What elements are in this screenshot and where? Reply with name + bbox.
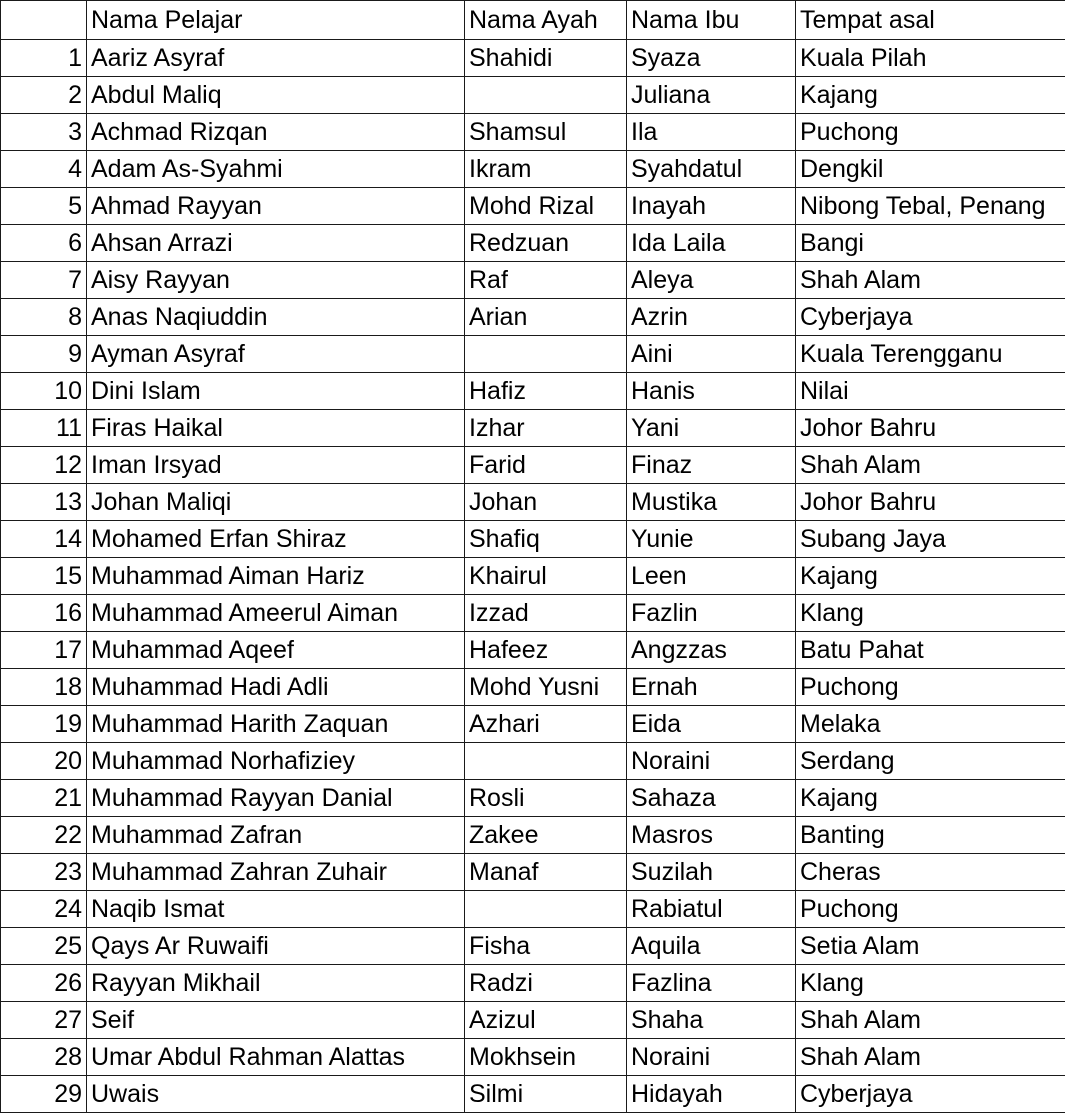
table-row (1, 1039, 1065, 1076)
row-number-cell[interactable]: 29 (1, 1076, 87, 1113)
hometown-cell[interactable]: Klang (796, 965, 1065, 1002)
row-number-cell[interactable]: 19 (1, 706, 87, 743)
row-number-cell[interactable]: 18 (1, 669, 87, 706)
father-name-cell[interactable]: Johan (465, 484, 627, 521)
student-name-cell[interactable]: Uwais (87, 1076, 465, 1113)
table-row (1, 817, 1065, 854)
mother-name-cell[interactable]: Ila (627, 114, 796, 151)
row-number-cell[interactable]: 13 (1, 484, 87, 521)
row-number-cell[interactable]: 5 (1, 188, 87, 225)
row-number-cell[interactable]: 21 (1, 780, 87, 817)
row-number-cell[interactable]: 20 (1, 743, 87, 780)
father-name-cell[interactable]: Ikram (465, 151, 627, 188)
header-cell-nama-ibu[interactable]: Nama Ibu (627, 1, 796, 40)
student-name-cell[interactable]: Muhammad Harith Zaquan (87, 706, 465, 743)
father-name-cell[interactable]: Khairul (465, 558, 627, 595)
student-name-cell[interactable]: Muhammad Ameerul Aiman (87, 595, 465, 632)
table-row (1, 484, 1065, 521)
student-name-cell[interactable]: Achmad Rizqan (87, 114, 465, 151)
student-name-cell[interactable]: Aariz Asyraf (87, 40, 465, 77)
row-number-cell[interactable]: 14 (1, 521, 87, 558)
student-name-cell[interactable]: Muhammad Aiman Hariz (87, 558, 465, 595)
mother-name-cell[interactable]: Leen (627, 558, 796, 595)
student-name-cell[interactable]: Muhammad Norhafiziey (87, 743, 465, 780)
mother-name-cell[interactable]: Noraini (627, 1039, 796, 1076)
hometown-cell[interactable]: Johor Bahru (796, 484, 1065, 521)
hometown-cell[interactable]: Cyberjaya (796, 1076, 1065, 1113)
row-number-cell[interactable]: 28 (1, 1039, 87, 1076)
row-number-cell[interactable]: 23 (1, 854, 87, 891)
student-name-cell[interactable]: Mohamed Erfan Shiraz (87, 521, 465, 558)
table-body (1, 1, 1065, 1113)
father-name-cell[interactable]: Silmi (465, 1076, 627, 1113)
row-number-cell[interactable]: 10 (1, 373, 87, 410)
hometown-cell[interactable]: Serdang (796, 743, 1065, 780)
mother-name-cell[interactable]: Mustika (627, 484, 796, 521)
mother-name-cell[interactable]: Juliana (627, 77, 796, 114)
student-name-cell[interactable]: Dini Islam (87, 373, 465, 410)
row-number-cell[interactable]: 4 (1, 151, 87, 188)
student-name-cell[interactable]: Anas Naqiuddin (87, 299, 465, 336)
father-name-cell[interactable]: Fisha (465, 928, 627, 965)
student-name-cell[interactable]: Seif (87, 1002, 465, 1039)
student-name-cell[interactable]: Ayman Asyraf (87, 336, 465, 373)
mother-name-cell[interactable]: Noraini (627, 743, 796, 780)
hometown-cell[interactable]: Kajang (796, 77, 1065, 114)
father-name-cell[interactable]: Raf (465, 262, 627, 299)
mother-name-cell[interactable]: Angzzas (627, 632, 796, 669)
header-cell-nama-pelajar[interactable]: Nama Pelajar (87, 1, 465, 40)
mother-name-cell[interactable]: Hidayah (627, 1076, 796, 1113)
table-row (1, 965, 1065, 1002)
father-name-cell[interactable] (465, 743, 627, 780)
mother-name-cell[interactable]: Aquila (627, 928, 796, 965)
row-number-cell[interactable]: 9 (1, 336, 87, 373)
hometown-cell[interactable]: Puchong (796, 669, 1065, 706)
mother-name-cell[interactable]: Syaza (627, 40, 796, 77)
table-row (1, 632, 1065, 669)
father-name-cell[interactable]: Shahidi (465, 40, 627, 77)
mother-name-cell[interactable]: Fazlina (627, 965, 796, 1002)
hometown-cell[interactable]: Shah Alam (796, 447, 1065, 484)
mother-name-cell[interactable]: Inayah (627, 188, 796, 225)
header-cell-nama-ayah[interactable]: Nama Ayah (465, 1, 627, 40)
row-number-cell[interactable]: 27 (1, 1002, 87, 1039)
mother-name-cell[interactable]: Suzilah (627, 854, 796, 891)
father-name-cell[interactable]: Redzuan (465, 225, 627, 262)
student-name-cell[interactable]: Firas Haikal (87, 410, 465, 447)
mother-name-cell[interactable]: Hanis (627, 373, 796, 410)
table-row (1, 1002, 1065, 1039)
hometown-cell[interactable]: Puchong (796, 114, 1065, 151)
mother-name-cell[interactable]: Aleya (627, 262, 796, 299)
row-number-cell[interactable]: 15 (1, 558, 87, 595)
table-row (1, 299, 1065, 336)
student-name-cell[interactable]: Rayyan Mikhail (87, 965, 465, 1002)
hometown-cell[interactable]: Banting (796, 817, 1065, 854)
row-number-cell[interactable]: 2 (1, 77, 87, 114)
father-name-cell[interactable]: Arian (465, 299, 627, 336)
hometown-cell[interactable]: Shah Alam (796, 1002, 1065, 1039)
student-name-cell[interactable]: Muhammad Rayyan Danial (87, 780, 465, 817)
header-cell-index[interactable] (1, 1, 87, 40)
table-row (1, 891, 1065, 928)
row-number-cell[interactable]: 16 (1, 595, 87, 632)
hometown-cell[interactable]: Kuala Terengganu (796, 336, 1065, 373)
student-name-cell[interactable]: Aisy Rayyan (87, 262, 465, 299)
row-number-cell[interactable]: 8 (1, 299, 87, 336)
father-name-cell[interactable]: Radzi (465, 965, 627, 1002)
mother-name-cell[interactable]: Eida (627, 706, 796, 743)
row-number-cell[interactable]: 6 (1, 225, 87, 262)
row-number-cell[interactable]: 24 (1, 891, 87, 928)
hometown-cell[interactable]: Bangi (796, 225, 1065, 262)
student-name-cell[interactable]: Johan Maliqi (87, 484, 465, 521)
table-row (1, 336, 1065, 373)
hometown-cell[interactable]: Cyberjaya (796, 299, 1065, 336)
student-name-cell[interactable]: Naqib Ismat (87, 891, 465, 928)
row-number-cell[interactable]: 26 (1, 965, 87, 1002)
table-row (1, 410, 1065, 447)
row-number-cell[interactable]: 11 (1, 410, 87, 447)
student-name-cell[interactable]: Umar Abdul Rahman Alattas (87, 1039, 465, 1076)
hometown-cell[interactable]: Nibong Tebal, Penang (796, 188, 1065, 225)
hometown-cell[interactable]: Melaka (796, 706, 1065, 743)
father-name-cell[interactable] (465, 336, 627, 373)
father-name-cell[interactable] (465, 77, 627, 114)
table-row (1, 706, 1065, 743)
student-name-cell[interactable]: Ahmad Rayyan (87, 188, 465, 225)
mother-name-cell[interactable]: Sahaza (627, 780, 796, 817)
father-name-cell[interactable]: Manaf (465, 854, 627, 891)
table-row (1, 521, 1065, 558)
father-name-cell[interactable]: Mokhsein (465, 1039, 627, 1076)
father-name-cell[interactable]: Azhari (465, 706, 627, 743)
father-name-cell[interactable]: Azizul (465, 1002, 627, 1039)
header-row (1, 1, 1065, 40)
row-number-cell[interactable]: 17 (1, 632, 87, 669)
student-name-cell[interactable]: Iman Irsyad (87, 447, 465, 484)
father-name-cell[interactable]: Zakee (465, 817, 627, 854)
mother-name-cell[interactable]: Ida Laila (627, 225, 796, 262)
header-cell-tempat-asal[interactable]: Tempat asal (796, 1, 1065, 40)
hometown-cell[interactable]: Kajang (796, 558, 1065, 595)
table-row (1, 151, 1065, 188)
mother-name-cell[interactable]: Finaz (627, 447, 796, 484)
table-row (1, 595, 1065, 632)
father-name-cell[interactable]: Shafiq (465, 521, 627, 558)
hometown-cell[interactable]: Puchong (796, 891, 1065, 928)
table-row (1, 40, 1065, 77)
mother-name-cell[interactable]: Aini (627, 336, 796, 373)
row-number-cell[interactable]: 22 (1, 817, 87, 854)
row-number-cell[interactable]: 7 (1, 262, 87, 299)
mother-name-cell[interactable]: Ernah (627, 669, 796, 706)
row-number-cell[interactable]: 12 (1, 447, 87, 484)
father-name-cell[interactable]: Rosli (465, 780, 627, 817)
table-row (1, 447, 1065, 484)
mother-name-cell[interactable]: Syahdatul (627, 151, 796, 188)
hometown-cell[interactable]: Johor Bahru (796, 410, 1065, 447)
table-row (1, 1076, 1065, 1113)
mother-name-cell[interactable]: Yani (627, 410, 796, 447)
father-name-cell[interactable] (465, 891, 627, 928)
row-number-cell[interactable]: 25 (1, 928, 87, 965)
student-name-cell[interactable]: Muhammad Aqeef (87, 632, 465, 669)
table-row (1, 854, 1065, 891)
hometown-cell[interactable]: Nilai (796, 373, 1065, 410)
mother-name-cell[interactable]: Masros (627, 817, 796, 854)
father-name-cell[interactable]: Izhar (465, 410, 627, 447)
hometown-cell[interactable]: Subang Jaya (796, 521, 1065, 558)
father-name-cell[interactable]: Hafiz (465, 373, 627, 410)
hometown-cell[interactable]: Shah Alam (796, 262, 1065, 299)
student-name-cell[interactable]: Muhammad Zafran (87, 817, 465, 854)
table-row (1, 669, 1065, 706)
mother-name-cell[interactable]: Azrin (627, 299, 796, 336)
father-name-cell[interactable]: Hafeez (465, 632, 627, 669)
father-name-cell[interactable]: Mohd Yusni (465, 669, 627, 706)
father-name-cell[interactable]: Izzad (465, 595, 627, 632)
father-name-cell[interactable]: Mohd Rizal (465, 188, 627, 225)
table-row (1, 262, 1065, 299)
row-number-cell[interactable]: 1 (1, 40, 87, 77)
student-name-cell[interactable]: Abdul Maliq (87, 77, 465, 114)
table-row (1, 558, 1065, 595)
father-name-cell[interactable]: Shamsul (465, 114, 627, 151)
student-name-cell[interactable]: Ahsan Arrazi (87, 225, 465, 262)
hometown-cell[interactable]: Batu Pahat (796, 632, 1065, 669)
mother-name-cell[interactable]: Shaha (627, 1002, 796, 1039)
hometown-cell[interactable]: Shah Alam (796, 1039, 1065, 1076)
hometown-cell[interactable]: Kajang (796, 780, 1065, 817)
hometown-cell[interactable]: Kuala Pilah (796, 40, 1065, 77)
hometown-cell[interactable]: Cheras (796, 854, 1065, 891)
father-name-cell[interactable]: Farid (465, 447, 627, 484)
student-name-cell[interactable]: Adam As-Syahmi (87, 151, 465, 188)
table-row (1, 373, 1065, 410)
table-row (1, 225, 1065, 262)
student-name-cell[interactable]: Muhammad Hadi Adli (87, 669, 465, 706)
table-row (1, 743, 1065, 780)
mother-name-cell[interactable]: Rabiatul (627, 891, 796, 928)
table-row (1, 114, 1065, 151)
table-row (1, 77, 1065, 114)
table-row (1, 780, 1065, 817)
table-row (1, 188, 1065, 225)
hometown-cell[interactable]: Klang (796, 595, 1065, 632)
hometown-cell[interactable]: Dengkil (796, 151, 1065, 188)
mother-name-cell[interactable]: Yunie (627, 521, 796, 558)
row-number-cell[interactable]: 3 (1, 114, 87, 151)
student-name-cell[interactable]: Muhammad Zahran Zuhair (87, 854, 465, 891)
table-row (1, 928, 1065, 965)
hometown-cell[interactable]: Setia Alam (796, 928, 1065, 965)
student-name-cell[interactable]: Qays Ar Ruwaifi (87, 928, 465, 965)
mother-name-cell[interactable]: Fazlin (627, 595, 796, 632)
